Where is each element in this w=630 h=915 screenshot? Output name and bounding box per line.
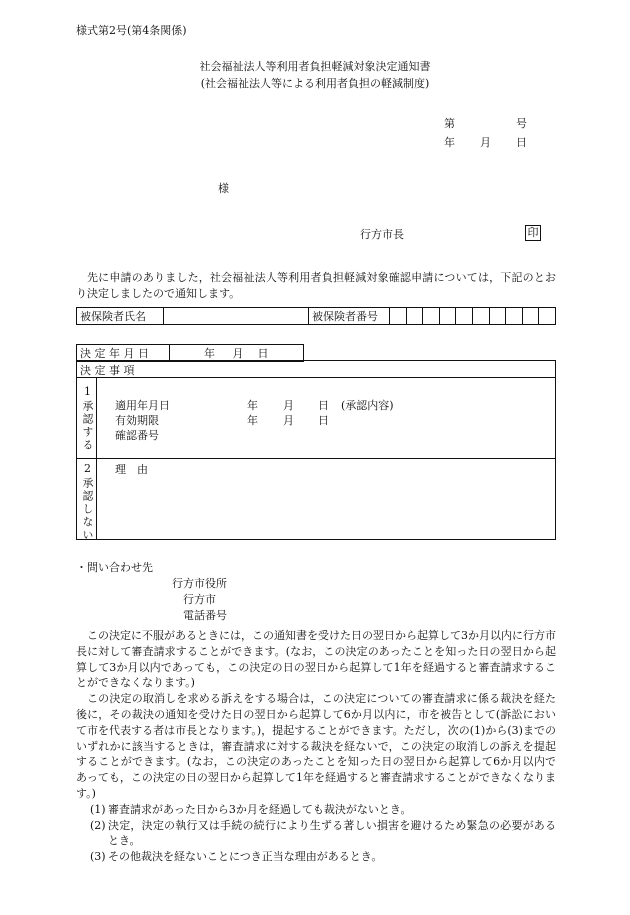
doc-no-dai: 第 <box>444 117 455 130</box>
decision-items-label: 決 定 事 項 <box>80 364 135 377</box>
approve-content-note: (承認内容) <box>341 399 394 412</box>
approve-apply-date-label: 適用年月日 <box>115 399 170 412</box>
approve-label: 1承認する <box>81 385 94 452</box>
insured-number-label: 被保険者番号 <box>309 308 390 325</box>
appeal-item: (3) その他裁決を経ないことにつき正当な理由があるとき。 <box>90 850 383 864</box>
form-number: 様式第2号(第4条関係) <box>76 24 187 37</box>
date-day: 日 <box>516 136 527 149</box>
contact-city: 行方市 <box>183 593 216 606</box>
insured-number-digit[interactable] <box>456 308 473 325</box>
appeal-notice <box>76 628 556 865</box>
seal-stamp: 印 <box>525 225 541 241</box>
document-title: 社会福祉法人等利用者負担軽減対象決定通知書 <box>199 60 431 73</box>
insured-number-digit[interactable] <box>539 308 556 325</box>
document-subtitle: (社会福祉法人等による利用者負担の軽減制度) <box>200 77 430 90</box>
approve-valid-year: 年 <box>247 414 258 427</box>
contact-heading: ・問い合わせ先 <box>76 561 153 574</box>
divider <box>76 377 556 378</box>
appeal-paragraph-2: この決定の取消しを求める訴えをする場合は，この決定についての審査請求に係る裁決を経た後に，その裁決の通知を受けた日の翌日から起算して6か月以内に，市を被告として(訴訟において市を代表する者は市長となります。)，提起することができます。ただし，次の(1)から(3)までのいずれかに該当するときは，審査請求に対する裁決を経ないで，この決定の取消しの訴えを提起することができます。(なお，この決定のあったことを知った日の翌日から起算して6か月以内であっても，この決定の日の翌日から起算して1年を経過すると審査請求することができなくなります。) <box>76 692 556 800</box>
approve-valid-label: 有効期限 <box>115 414 159 427</box>
insured-number-digit[interactable] <box>423 308 440 325</box>
appeal-item: (1) 審査請求があった日から3か月を経過しても裁決がないとき。 <box>90 802 412 816</box>
intro-text: 先に申請のありました，社会福祉法人等利用者負担軽減対象確認申請については，下記のとおり決定しましたので通知します。 <box>76 271 556 300</box>
appeal-item: (2) 決定，決定の執行又は手続の続行により生ずる著しい損害を避けるため緊急の必要があるとき。 <box>90 818 556 848</box>
insured-number-digit[interactable] <box>406 308 423 325</box>
decision-items-box <box>76 360 556 540</box>
contact-office: 行方市役所 <box>172 577 227 590</box>
insured-number-digit[interactable] <box>390 308 407 325</box>
recipient-sama: 様 <box>218 182 229 195</box>
insured-number-digit[interactable] <box>506 308 523 325</box>
insured-number-digit[interactable] <box>439 308 456 325</box>
approve-apply-year: 年 <box>247 399 258 412</box>
insured-number-digit[interactable] <box>522 308 539 325</box>
reject-reason-label: 理 由 <box>115 463 148 476</box>
divider <box>76 458 556 459</box>
decision-date-field[interactable]: 年 月 日 <box>170 345 304 362</box>
insured-table <box>76 307 556 325</box>
issuer-name: 行方市長 <box>360 228 404 241</box>
approve-confirm-number-label: 確認番号 <box>115 429 159 442</box>
approve-apply-month: 月 <box>283 399 294 412</box>
appeal-paragraph-1: この決定に不服があるときには，この通知書を受けた日の翌日から起算して3か月以内に行方市長に対して審査請求することができます。(なお，この決定のあったことを知った日の翌日から起算して3か月以内であっても，この決定の日の翌日から起算して1年を経過すると審査請求することができなくなります。) <box>76 629 556 690</box>
decision-date-label: 決 定 年 月 日 <box>77 345 170 362</box>
divider <box>96 377 97 540</box>
approve-valid-month: 月 <box>283 414 294 427</box>
date-month: 月 <box>480 136 491 149</box>
insured-number-digit[interactable] <box>489 308 506 325</box>
insured-name-field[interactable] <box>164 308 309 325</box>
contact-phone: 電話番号 <box>183 609 227 622</box>
date-year: 年 <box>444 136 455 149</box>
doc-no-go: 号 <box>516 117 527 130</box>
insured-number-digit[interactable] <box>472 308 489 325</box>
approve-apply-day: 日 <box>318 399 329 412</box>
reject-label: 2承認しない <box>81 462 94 542</box>
approve-valid-day: 日 <box>318 414 329 427</box>
insured-name-label: 被保険者氏名 <box>77 308 164 325</box>
